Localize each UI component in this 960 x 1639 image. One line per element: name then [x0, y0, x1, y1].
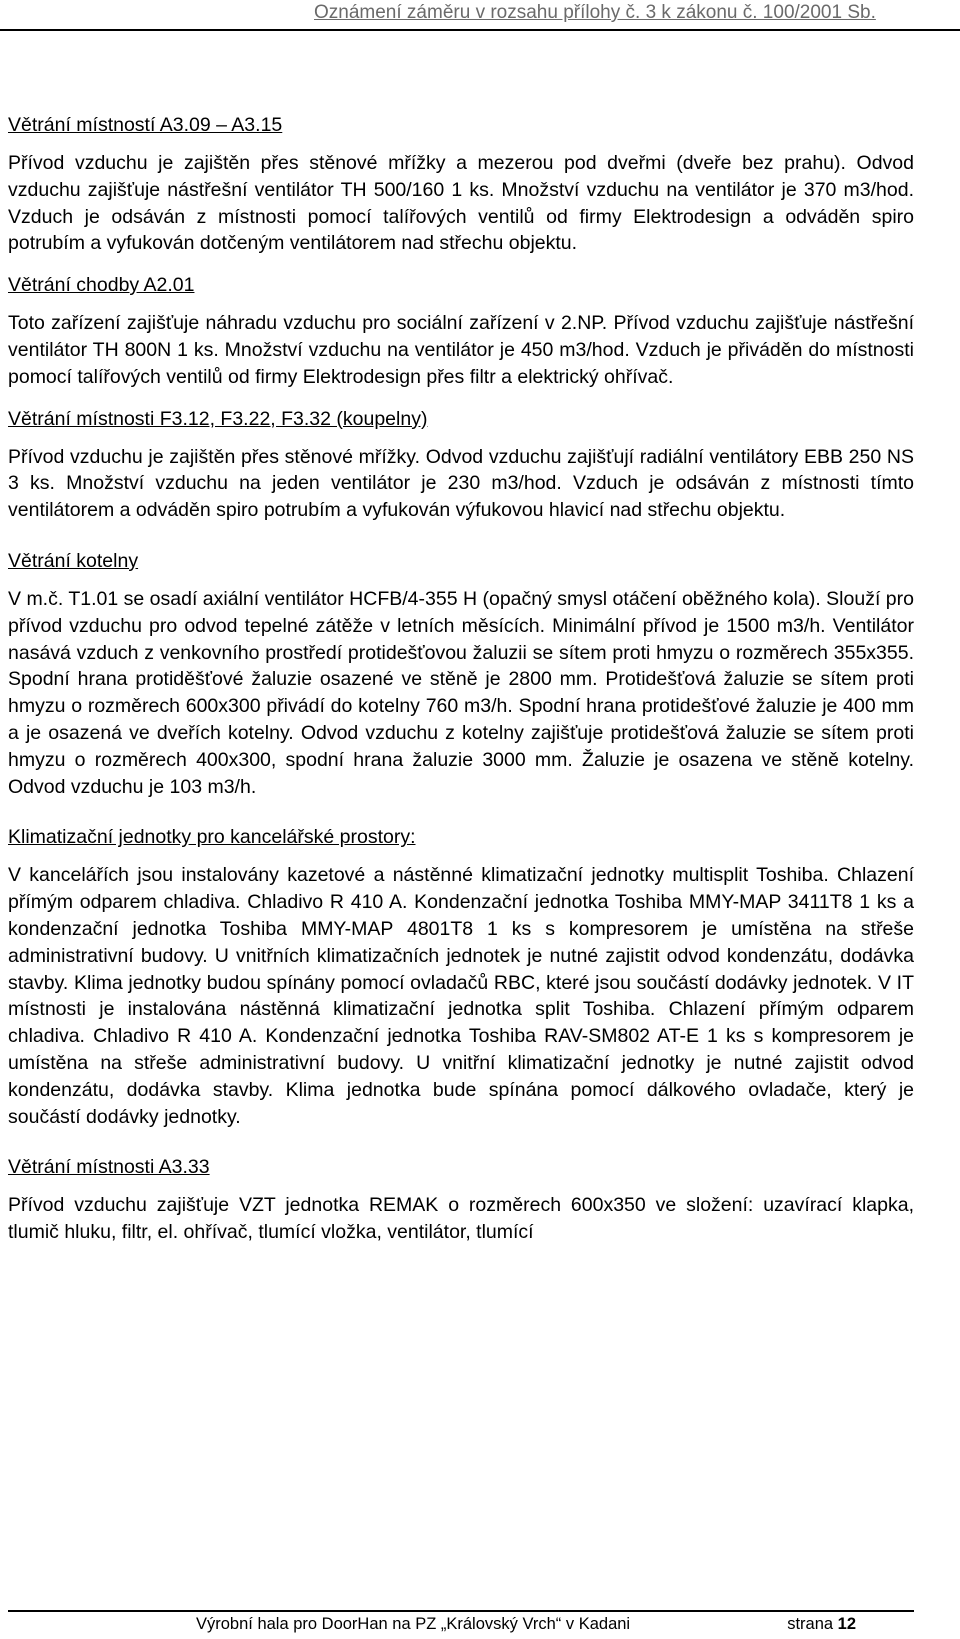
page-header [0, 0, 960, 34]
section-heading: Větrání místnosti F3.12, F3.22, F3.32 (koupelny) [8, 407, 428, 430]
section-heading: Větrání místnosti A3.33 [8, 1156, 210, 1179]
header-rule [0, 29, 960, 31]
section-text: Přívod vzduchu je zajištěn přes stěnové mřížky a mezerou pod dveřmi (dveře bez prahu). Odvod vzduchu zajišťuje nástřešní ventilátor TH 500/160 1 ks. Množství vzduchu na ventilátor je 370 m3/hod. Vzduch je odsáván z místnosti pomocí talířových ventilů od firmy Elektrodesign a odváděn spiro potrubím a vyfukován dotčeným ventilátorem nad střechu objektu. [8, 152, 914, 255]
page-footer [8, 1610, 914, 1638]
section-heading: Větrání kotelny [8, 549, 139, 572]
header-title: Oznámení záměru v rozsahu přílohy č. 3 k zákonu č. 100/2001 Sb. [314, 2, 876, 23]
footer-page-number: 12 [837, 1615, 856, 1633]
footer-project-title: Výrobní hala pro DoorHan na PZ „Královský Vrch“ v Kadani [196, 1615, 631, 1633]
section-text: V kancelářích jsou instalovány kazetové a nástěnné klimatizační jednotky multisplit Toshiba. Chlazení přímým odparem chladiva. Chladivo R 410 A. Kondenzační jednotka Toshiba MMY-MAP 3411T8 1 ks a kondenzační jednotka Toshiba MMY-MAP 4801T8 1 ks s kompresorem je umístěna na střeše administrativní budovy. U vnitřních klimatizačních jednotek je nutné zajistit odvod kondenzátu, dodávka stavby. Klima jednotky budou spínány pomocí ovladačů RBC, které jsou součástí dodávky jednotek. V IT místnosti je instalována nástěnná klimatizační jednotka split Toshiba. Chlazení přímým odparem chladiva. Chladivo R 410 A. Kondenzační jednotka Toshiba RAV-SM802 AT-E 1 ks s kompresorem je umístěna na střeše administrativní budovy. U vnitřní klimatizační jednotky je nutné zajistit odvod kondenzátu, dodávka stavby. Klima jednotka bude spínána pomocí dálkového ovladače, který je součástí dodávky jednotky. [8, 864, 914, 1128]
section-text: V m.č. T1.01 se osadí axiální ventilátor HCFB/4-355 H (opačný smysl otáčení oběžného kola). Slouží pro přívod vzduchu pro odvod tepelné zátěže v letních měsících. Minimální přívod je 1500 m3/h. Ventilátor nasává vzduch z venkovního prostředí protidešťovou žaluzii se sítem proti hmyzu o rozměrech 355x355. Spodní hrana protiděšťové žaluzie osazené ve stěně je 2800 mm. Protidešťová žaluzie se sítem proti hmyzu o rozměrech 600x300 přivádí do kotelny 760 m3/h. Spodní hrana protidešťové žaluzie je 400 mm a je osazená ve dveřích kotelny. Odvod vzduchu z kotelny zajišťuje protidešťová žaluzie se sítem proti hmyzu o rozměrech 400x300, spodní hrana žaluzie 3000 mm. Žaluzie je osazena ve stěně kotelny. Odvod vzduchu je 103 m3/h. [8, 587, 914, 798]
footer-page [787, 1615, 856, 1634]
section-heading: Větrání chodby A2.01 [8, 274, 195, 297]
footer-rule [8, 1610, 914, 1612]
section-heading: Klimatizační jednotky pro kancelářské prostory: [8, 826, 416, 849]
section-heading: Větrání místností A3.09 – A3.15 [8, 114, 283, 136]
section-text: Přívod vzduchu zajišťuje VZT jednotka REMAK o rozměrech 600x350 ve složení: uzavírací klapka, tlumič hluku, filtr, el. ohřívač, tlumící vložka, ventilátor, tlumící [8, 1194, 914, 1244]
section-text: Přívod vzduchu je zajištěn přes stěnové mřížky. Odvod vzduchu zajišťují radiální ventilátory EBB 250 NS 3 ks. Množství vzduchu na jeden ventilátor je 230 m3/hod. Vzduch je odsáván z místnosti tímto ventilátorem a odváděn spiro potrubím a vyfukován výfukovou hlavicí nad střechu objektu. [8, 445, 914, 522]
footer-page-label: strana [787, 1615, 834, 1633]
document-body [8, 112, 914, 1246]
section-text: Toto zařízení zajišťuje náhradu vzduchu pro sociální zařízení v 2.NP. Přívod vzduchu zajišťuje nástřešní ventilátor TH 800N 1 ks. Množství vzduchu na ventilátor je 450 m3/hod. Vzduch je přiváděn do místnosti pomocí talířových ventilů od firmy Elektrodesign přes filtr a elektrický ohřívač. [8, 312, 914, 388]
